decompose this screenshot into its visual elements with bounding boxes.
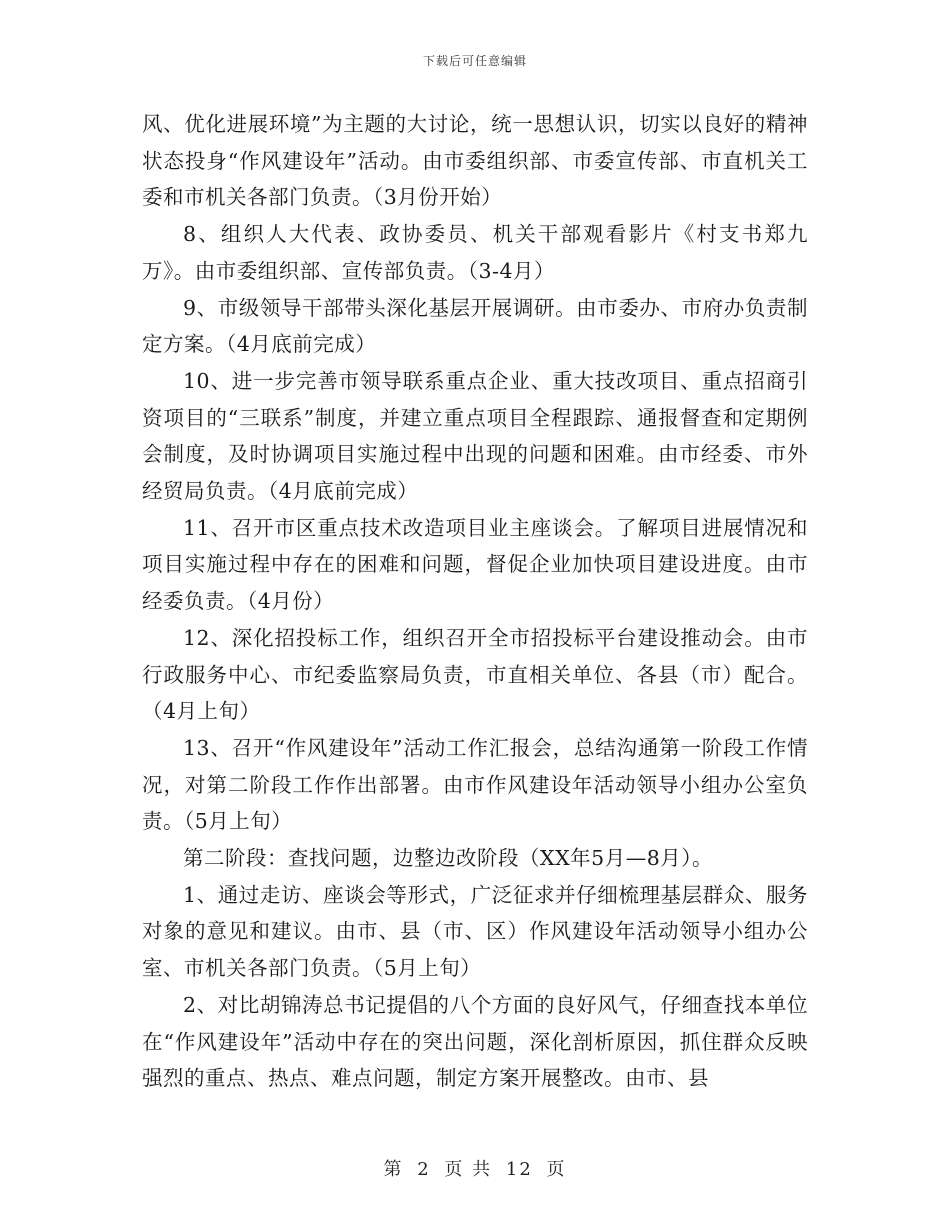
paragraph: 9、市级领导干部带头深化基层开展调研。由市委办、市府办负责制定方案。（4月底前完成） xyxy=(142,295,808,357)
page-header: 下载后可任意编辑 xyxy=(422,54,527,68)
paragraph: 8、组织人大代表、政协委员、机关干部观看影片《村支书郑九万》。由市委组织部、宣传部负责。（3-4月） xyxy=(142,222,808,283)
page-footer xyxy=(0,1155,950,1181)
footer-suffix: 页 xyxy=(546,1159,567,1180)
paragraph: 风、优化进展环境”为主题的大讨论，统一思想认识，切实以良好的精神状态投身“作风建设年”活动。由市委组织部、市委宣传部、市直机关工委和市机关各部门负责。（3月份开始） xyxy=(142,112,808,210)
paragraph: 2、对比胡锦涛总书记提倡的八个方面的良好风气，仔细查找本单位在“作风建设年”活动中存在的突出问题，深化剖析原因，抓住群众反映强烈的重点、热点、难点问题，制定方案开展整改。由市、县 xyxy=(142,992,808,1091)
footer-prefix: 第 xyxy=(383,1159,404,1180)
paragraph: 13、召开“作风建设年”活动工作汇报会，总结沟通第一阶段工作情况，对第二阶段工作作出部署。由市作风建设年活动领导小组办公室负责。（5月上旬） xyxy=(142,735,808,834)
paragraph: 12、深化招投标工作，组织召开全市招投标平台建设推动会。由市行政服务中心、市纪委监察局负责，市直相关单位、各县（市）配合。（4月上旬） xyxy=(142,625,808,724)
footer-mid: 页 共 xyxy=(444,1159,493,1180)
document-body xyxy=(142,106,808,1097)
paragraph: 1、通过走访、座谈会等形式，广泛征求并仔细梳理基层群众、服务对象的意见和建议。由市、县（市、区）作风建设年活动领导小组办公室、市机关各部门负责。（5月上旬） xyxy=(142,882,808,981)
total-page-count: 12 xyxy=(505,1159,533,1180)
section-heading: 第二阶段：查找问题，边整边改阶段（XX年5月—8月）。 xyxy=(183,846,714,871)
current-page-number: 2 xyxy=(417,1159,431,1180)
paragraph: 11、召开市区重点技术改造项目业主座谈会。了解项目进展情况和项目实施过程中存在的困难和问题，督促企业加快项目建设进度。由市经委负责。（4月份） xyxy=(142,515,808,614)
paragraph: 10、进一步完善市领导联系重点企业、重大技改项目、重点招商引资项目的“三联系”制度，并建立重点项目全程跟踪、通报督查和定期例会制度，及时协调项目实施过程中出现的问题和困难。由市经委、市外经贸局负责。（4月底前完成） xyxy=(142,368,808,504)
